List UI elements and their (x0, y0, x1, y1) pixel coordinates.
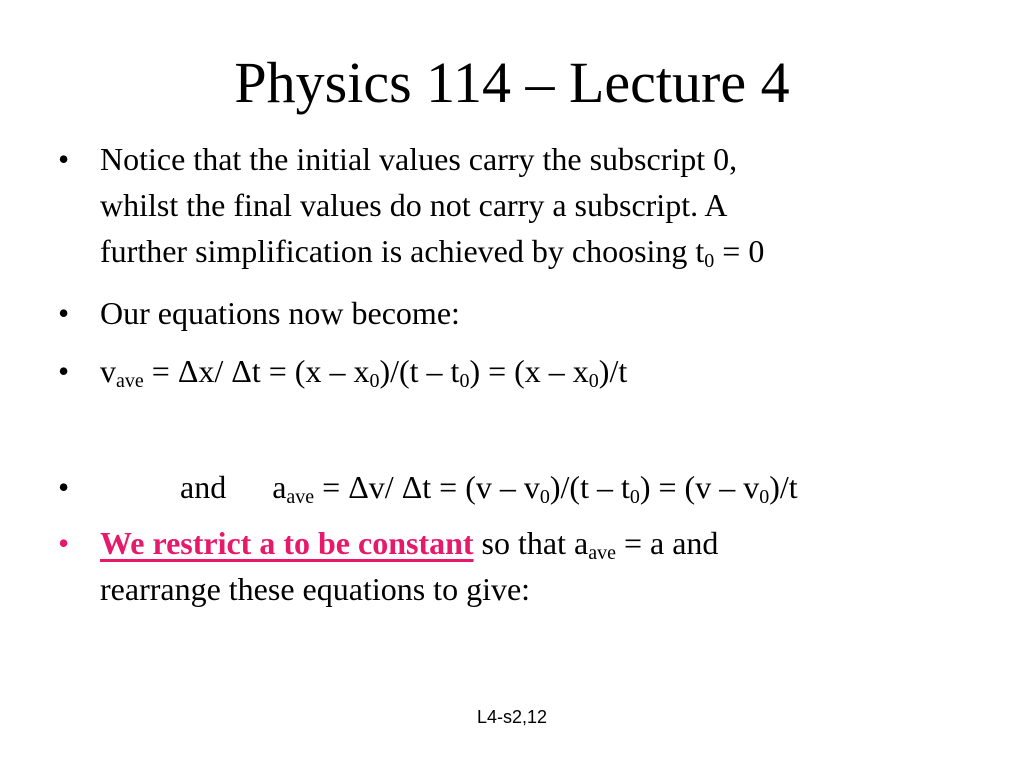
bullet-line: whilst the final values do not carry a subscript. A (100, 187, 728, 223)
bullet-text (100, 290, 980, 336)
subscript: ave (116, 370, 144, 392)
equation-line (100, 464, 980, 510)
subscript: ave (286, 486, 315, 508)
bullet-velocity-equation (0, 348, 1024, 394)
bullet-text (100, 520, 980, 612)
bullet-marker: • (58, 469, 70, 505)
equation-line (100, 348, 980, 394)
emphasis-text: We restrict a to be constant (100, 525, 474, 561)
text-segment: )/t (769, 469, 798, 505)
text-segment: = a and (615, 525, 719, 561)
subscript: 0 (704, 250, 715, 272)
text-segment: a (272, 469, 287, 505)
text-segment: ) = (x – x (469, 353, 589, 389)
text-segment: )/t (598, 353, 628, 389)
bullet-line: Our equations now become: (100, 295, 460, 331)
bullet-constant-acceleration (0, 520, 1024, 612)
bullet-acceleration-equation (0, 464, 1024, 510)
subscript: 0 (369, 370, 380, 392)
bullet-marker: • (58, 525, 70, 561)
subscript: 0 (629, 486, 640, 508)
bullet-line (100, 520, 980, 566)
subscript: 0 (459, 370, 470, 392)
subscript: 0 (759, 486, 770, 508)
bullet-marker: • (58, 353, 70, 389)
text-segment: ) = (v – v (639, 469, 760, 505)
bullet-equations-become (0, 290, 1024, 336)
bullet-line: rearrange these equations to give: (100, 571, 531, 607)
subscript: 0 (539, 486, 550, 508)
text-segment: = Δv/ Δt = (v – v (314, 469, 540, 505)
text-segment: )/(t – t (549, 469, 630, 505)
text-segment: so that a (473, 525, 589, 561)
bullet-marker: • (58, 141, 70, 177)
bullet-line (100, 228, 980, 274)
text-segment: v (100, 353, 116, 389)
bullet-text (100, 348, 980, 394)
text-segment: = Δx/ Δt = (x – x (143, 353, 370, 389)
slide-title: Physics 114 – Lecture 4 (234, 50, 790, 115)
text-segment: and (180, 469, 227, 505)
text-segment: further simplification is achieved by choosing t (100, 233, 705, 269)
subscript: 0 (588, 370, 599, 392)
subscript: ave (588, 542, 616, 564)
text-segment: )/(t – t (379, 353, 460, 389)
bullet-line: Notice that the initial values carry the subscript 0, (100, 141, 738, 177)
slide-footer: L4-s2,12 (476, 707, 548, 727)
bullet-initial-values (0, 136, 1024, 276)
text-segment: = 0 (714, 233, 765, 269)
bullet-text (100, 136, 980, 274)
bullet-marker: • (58, 295, 70, 331)
bullet-text (100, 464, 980, 510)
